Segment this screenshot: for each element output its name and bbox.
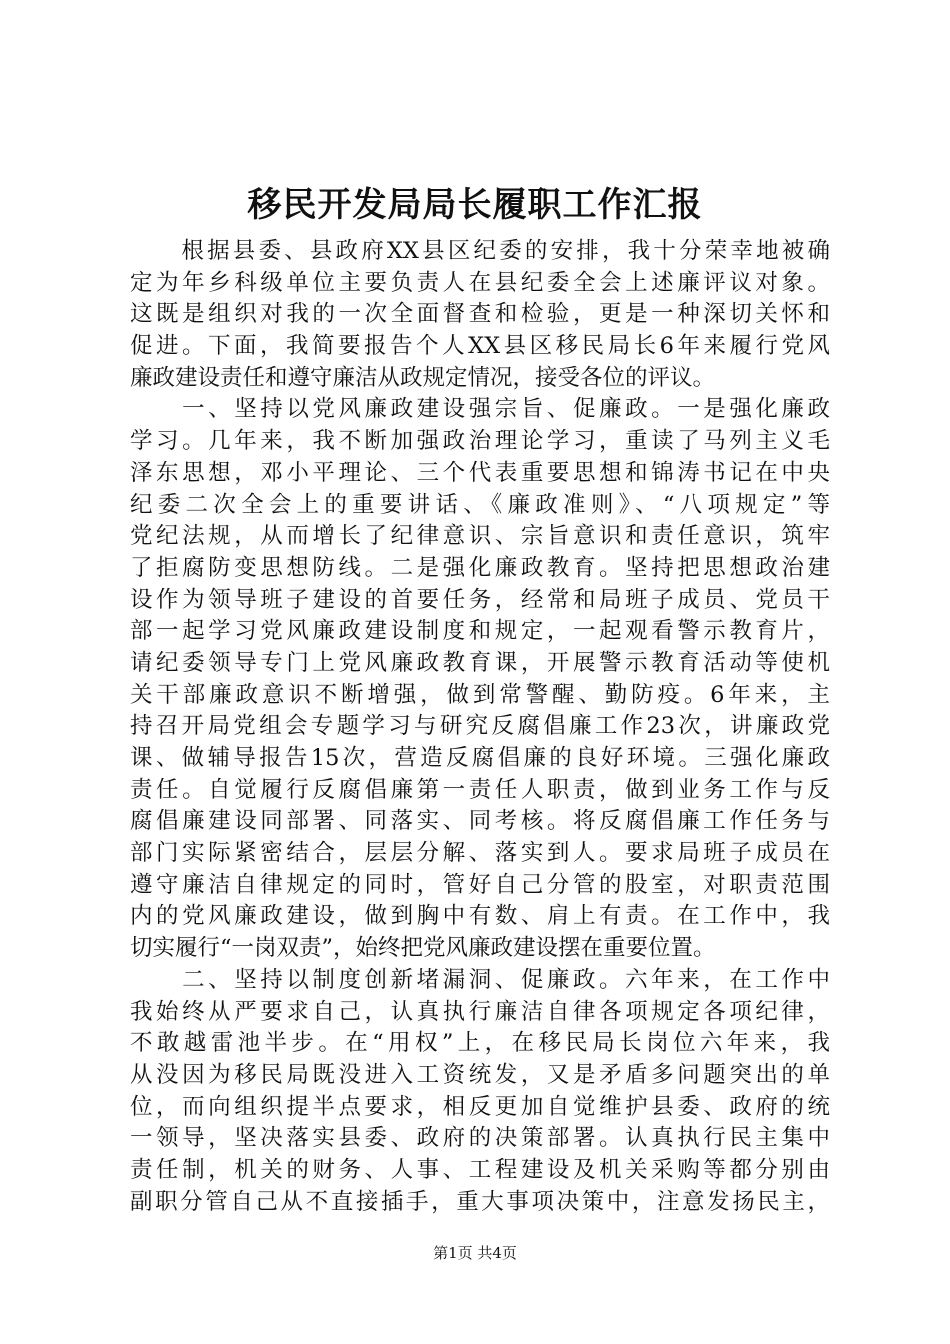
document-title: 移民开发局局长履职工作汇报 — [247, 185, 703, 225]
body-line: 学习。几年来，我不断加强政治理论学习，重读了马列主义毛 — [130, 428, 830, 455]
body-line: 设作为领导班子建设的首要任务，经常和局班子成员、党员干 — [130, 586, 830, 613]
body-line: 内的党风廉政建设，做到胸中有数、肩上有责。在工作中，我 — [130, 903, 830, 930]
body-line: 这既是组织对我的一次全面督查和检验，更是一种深切关怀和 — [130, 301, 830, 328]
body-line: 促进。下面，我简要报告个人XX县区移民局长6年来履行党风 — [130, 333, 830, 360]
body-line: 党纪法规，从而增长了纪律意识、宗旨意识和责任意识，筑牢 — [130, 523, 830, 550]
page-footer: 第1页 共4页 — [433, 1244, 517, 1262]
body-line: 我始终从严要求自己，认真执行廉洁自律各项规定各项纪律， — [130, 998, 830, 1025]
body-line: 不敢越雷池半步。在“用权”上，在移民局长岗位六年来，我 — [130, 1030, 830, 1057]
body-line: 泽东思想，邓小平理论、三个代表重要思想和锦涛书记在中央 — [130, 459, 830, 486]
document-body — [130, 236, 830, 1218]
body-line: 切实履行“一岗双责”，始终把党风廉政建设摆在重要位置。 — [130, 935, 716, 962]
body-line: 一、坚持以党风廉政建设强宗旨、促廉政。一是强化廉政 — [130, 396, 830, 423]
body-line: 课、做辅导报告15次，营造反腐倡廉的良好环境。三强化廉政 — [130, 745, 830, 771]
body-line: 了拒腐防变思想防线。二是强化廉政教育。坚持把思想政治建 — [130, 554, 830, 581]
body-line: 遵守廉洁自律规定的同时，管好自己分管的股室，对职责范围 — [130, 871, 830, 898]
body-line: 一领导，坚决落实县委、政府的决策部署。认真执行民主集中 — [130, 1125, 830, 1152]
body-line: 廉政建设责任和遵守廉洁从政规定情况，接受各位的评议。 — [130, 364, 716, 391]
body-line: 部一起学习党风廉政建设制度和规定，一起观看警示教育片， — [130, 618, 830, 645]
body-line: 请纪委领导专门上党风廉政教育课，开展警示教育活动等使机 — [130, 649, 830, 676]
body-line: 持召开局党组会专题学习与研究反腐倡廉工作23次，讲廉政党 — [130, 713, 830, 740]
body-line: 腐倡廉建设同部署、同落实、同考核。将反腐倡廉工作任务与 — [130, 808, 830, 835]
body-line: 责任制，机关的财务、人事、工程建设及机关采购等都分别由 — [130, 1156, 830, 1183]
body-line: 部门实际紧密结合，层层分解、落实到人。要求局班子成员在 — [130, 840, 830, 867]
body-line: 定为年乡科级单位主要负责人在县纪委全会上述廉评议对象。 — [130, 269, 830, 296]
body-line: 副职分管自己从不直接插手，重大事项决策中，注意发扬民主， — [130, 1188, 830, 1215]
body-line: 二、坚持以制度创新堵漏洞、促廉政。六年来，在工作中 — [130, 966, 830, 993]
body-line: 位，而向组织提半点要求，相反更加自觉维护县委、政府的统 — [130, 1093, 830, 1120]
body-line: 纪委二次全会上的重要讲话、《廉政准则》、“八项规定”等 — [130, 491, 830, 518]
body-line: 责任。自觉履行反腐倡廉第一责任人职责，做到业务工作与反 — [130, 776, 830, 803]
body-line: 根据县委、县政府XX县区纪委的安排，我十分荣幸地被确 — [130, 238, 830, 264]
body-line: 关干部廉政意识不断增强，做到常警醒、勤防疫。6年来，主 — [130, 681, 830, 708]
body-line: 从没因为移民局既没进入工资统发，又是矛盾多问题突出的单 — [130, 1061, 830, 1088]
